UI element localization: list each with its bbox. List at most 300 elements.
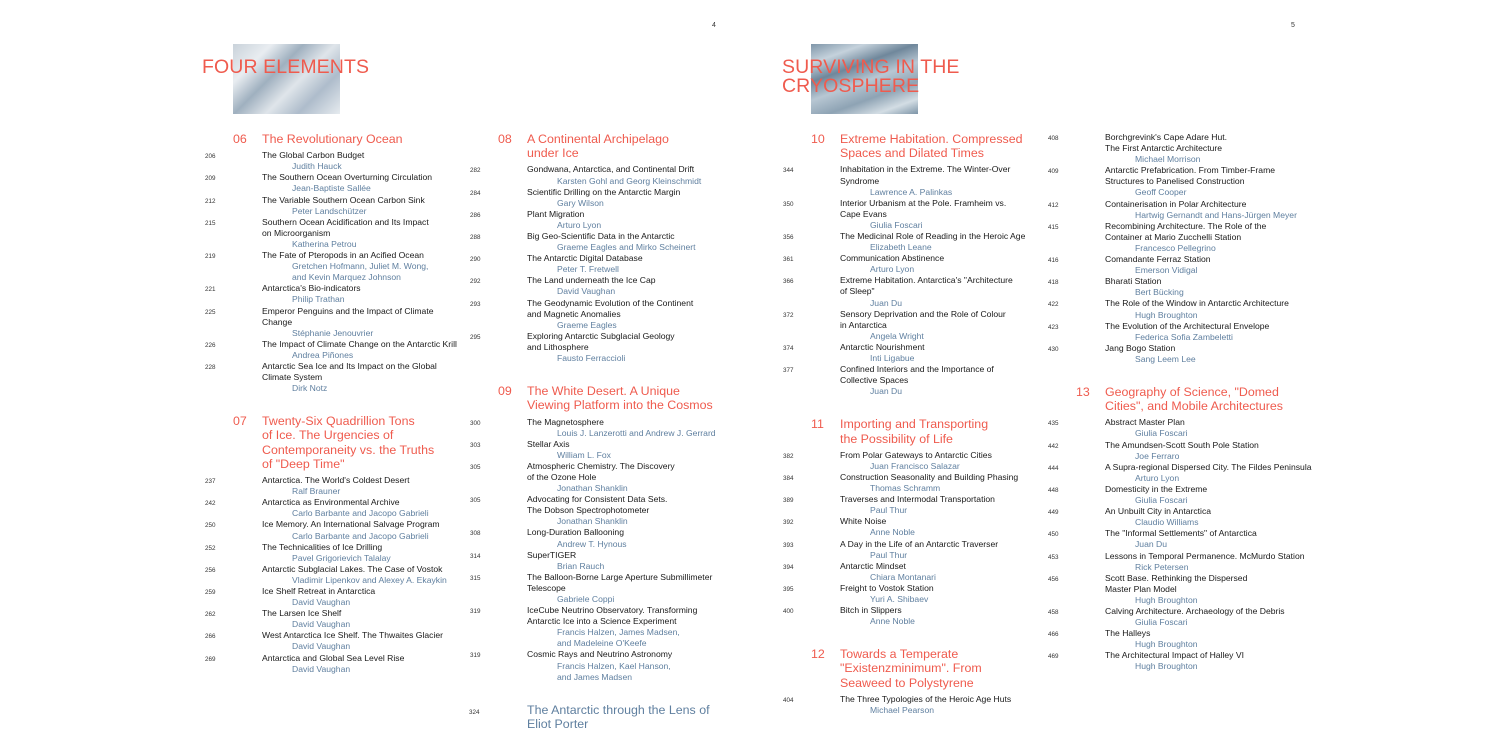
toc-entry[interactable]	[470, 416, 748, 439]
entry-author-line: Inti Ligabue	[870, 353, 915, 363]
entry-author-line: Giulia Foscari	[1135, 428, 1188, 439]
section-title-line: Geography of Science, "Domed	[1105, 384, 1279, 399]
section-heading[interactable]	[811, 132, 1046, 160]
toc-entry[interactable]	[783, 605, 1046, 627]
toc-entry[interactable]	[1048, 198, 1316, 221]
toc-entry[interactable]	[1048, 220, 1316, 254]
section-heading[interactable]	[811, 417, 1046, 445]
entry-title-line: Jang Bogo Station	[1105, 342, 1176, 353]
entry-page-number: 469	[1048, 653, 1059, 661]
entry-title-line: Antarctic Ice into a Science Experiment	[527, 616, 677, 627]
toc-entry[interactable]	[1048, 298, 1316, 320]
section-title-line: Eliot Porter	[527, 716, 589, 731]
entry-title-line: Plant Migration	[527, 208, 585, 219]
entry-title-line: Antarctic Subglacial Lakes. The Case of Vostok	[262, 563, 443, 574]
entry-author-line: Federica Sofia Zambeletti	[1135, 331, 1233, 342]
entry-title-line: Scientific Drilling on the Antarctic Margin	[527, 186, 681, 197]
entry-title-line: Cape Evans	[840, 208, 887, 219]
section-number: 12	[811, 647, 825, 662]
section-number: 08	[498, 132, 512, 146]
toc-entry[interactable]	[470, 494, 748, 527]
toc-entry[interactable]	[205, 172, 473, 194]
entry-title-line: The Larsen Ice Shelf	[262, 608, 342, 619]
section-number: 07	[233, 414, 247, 429]
toc-entry[interactable]	[205, 216, 473, 250]
entry-page-number: 366	[783, 278, 794, 286]
entry-title-line: Antarctica. The World's Coldest Desert	[262, 475, 410, 486]
entry-title-line: The Medicinal Role of Reading in the Heroic Age	[840, 230, 1026, 241]
entry-author-line: Hartwig Gernandt and Hans-Jürgen Meyer	[1135, 209, 1297, 220]
entry-page-number: 374	[783, 344, 794, 352]
toc-entry[interactable]	[1048, 650, 1316, 672]
entry-author-line: Hugh Broughton	[1135, 661, 1198, 672]
right-page-number: 5	[1291, 22, 1295, 29]
entry-title-line: IceCube Neutrino Observatory. Transforming	[527, 605, 698, 616]
entry-author-line: Andrew T. Hynous	[557, 538, 627, 549]
entry-author-line: Joe Ferraro	[1135, 450, 1180, 461]
left-page-number: 4	[712, 22, 716, 29]
toc-entry[interactable]	[1048, 439, 1316, 462]
toc-entry[interactable]	[783, 197, 1046, 231]
section-heading[interactable]	[811, 647, 1046, 690]
entry-author-line: Katherina Petrou	[292, 238, 357, 249]
section-number: 10	[811, 132, 825, 146]
entry-page-number: 466	[1048, 631, 1059, 639]
toc-entry[interactable]	[1048, 165, 1316, 198]
entry-title-line: The Halleys	[1105, 628, 1151, 639]
entry-title-line: Abstract Master Plan	[1105, 417, 1185, 428]
toc-entry[interactable]	[470, 571, 748, 605]
toc-entry[interactable]	[1048, 528, 1316, 550]
toc-entry[interactable]	[205, 305, 473, 339]
entry-title-line: Antarctica's Bio-indicators	[262, 283, 361, 294]
entry-page-number: 361	[783, 256, 794, 264]
entry-page-number: 430	[1048, 345, 1059, 353]
toc-entry[interactable]	[1048, 605, 1316, 628]
entry-author-line: Arturo Lyon	[870, 264, 915, 275]
section-title-line: Cities", and Mobile Architectures	[1105, 399, 1283, 414]
section-title-line: Twenty-Six Quadrillion Tons	[262, 414, 415, 429]
entry-author-line: Anne Noble	[870, 527, 915, 538]
entry-page-number: 286	[470, 211, 481, 219]
section-title-line: of "Deep Time"	[262, 456, 345, 471]
toc-entry[interactable]	[783, 364, 1046, 397]
toc-entry[interactable]	[470, 230, 748, 253]
entry-page-number: 412	[1048, 201, 1059, 209]
entry-title-line: Antarctica as Environmental Archive	[262, 497, 400, 508]
entry-page-number: 404	[783, 696, 794, 704]
entry-title-line: The Geodynamic Evolution of the Continent	[527, 297, 694, 308]
toc-entry[interactable]	[470, 186, 748, 209]
entry-page-number: 418	[1048, 279, 1059, 287]
entry-page-number: 435	[1048, 420, 1059, 428]
entry-page-number: 450	[1048, 531, 1059, 539]
entry-author-line: William L. Fox	[557, 449, 611, 460]
entry-author-line: Lawrence A. Palinkas	[870, 186, 953, 197]
entry-title-line: Container at Mario Zucchelli Station	[1105, 231, 1242, 242]
entry-page-number: 384	[783, 474, 794, 482]
entry-page-number: 292	[470, 278, 481, 286]
entry-page-number: 423	[1048, 323, 1059, 331]
toc-column-1	[205, 132, 473, 675]
entry-author-line: Karsten Gohl and Georg Kleinschmidt	[557, 175, 702, 186]
entry-title-line: Syndrome	[840, 175, 880, 186]
toc-entry[interactable]	[783, 230, 1046, 253]
entry-title-line: and Lithosphere	[527, 341, 589, 352]
entry-page-number: 344	[783, 167, 794, 175]
entry-title-line: From Polar Gateways to Antarctic Cities	[840, 449, 992, 460]
entry-title-line: Antarctic Sea Ice and Its Impact on the Global	[262, 360, 437, 371]
entry-title-line: Traverses and Intermodal Transportation	[840, 494, 995, 505]
entry-page-number: 256	[205, 566, 216, 574]
section-title-line: The White Desert. A Unique	[527, 384, 680, 399]
entry-title-line: Lessons in Temporal Permanence. McMurdo Station	[1105, 550, 1305, 561]
entry-page-number: 422	[1048, 301, 1059, 309]
toc-entry[interactable]	[783, 341, 1046, 364]
section-number: 13	[1076, 384, 1090, 399]
entry-author-line: Vladimir Lipenkov and Alexey A. Ekaykin	[292, 574, 447, 585]
entry-title-line: Exploring Antarctic Subglacial Geology	[527, 330, 675, 341]
entry-title-line: Extreme Habitation. Antarctica's "Architecture	[840, 275, 1013, 286]
entry-title-line: of Sleep"	[840, 286, 875, 297]
entry-page-number: 394	[783, 563, 794, 571]
entry-author-line: Rick Petersen	[1135, 561, 1189, 572]
toc-entry[interactable]	[205, 586, 473, 608]
entry-author-line: Francis Halzen, Kael Hanson,	[557, 660, 671, 671]
toc-entry[interactable]	[205, 194, 473, 217]
entry-author-line: Jonathan Shanklin	[557, 516, 628, 527]
entry-title-line: The Amundsen-Scott South Pole Station	[1105, 439, 1259, 450]
entry-author-line: David Vaughan	[557, 286, 616, 297]
section-title-line: under Ice	[527, 146, 579, 161]
entry-author-line: Ralf Brauner	[292, 486, 341, 497]
entry-author-line: David Vaughan	[292, 663, 351, 674]
entry-page-number: 305	[470, 463, 481, 471]
section-heading[interactable]	[233, 132, 473, 146]
section-title-line: Spaces and Dilated Times	[840, 146, 984, 161]
entry-page-number: 209	[205, 175, 216, 183]
entry-title-line: The Land underneath the Ice Cap	[527, 275, 656, 286]
toc-entry[interactable]	[470, 549, 748, 572]
entry-title-line: Change	[262, 316, 293, 327]
entry-title-line: The Global Carbon Budget	[262, 150, 365, 161]
entry-page-number: 300	[470, 419, 481, 427]
toc-entry[interactable]	[470, 164, 748, 186]
section-title-line: the Possibility of Life	[840, 431, 953, 446]
entry-author-line: Arturo Lyon	[1135, 472, 1180, 483]
entry-author-line: Francesco Pellegrino	[1135, 242, 1216, 253]
entry-author-line: Francis Halzen, James Madsen,	[557, 627, 680, 638]
entry-page-number: 290	[470, 256, 481, 264]
toc-entry[interactable]	[1048, 320, 1316, 343]
toc-entry[interactable]	[1048, 342, 1316, 365]
entry-page-number: 215	[205, 219, 216, 227]
entry-page-number: 259	[205, 589, 216, 597]
entry-page-number: 269	[205, 655, 216, 663]
entry-title-line: Advocating for Consistent Data Sets.	[527, 494, 668, 505]
entry-author-line: Chiara Montanari	[870, 571, 936, 582]
entry-title-line: Containerisation in Polar Architecture	[1105, 198, 1247, 209]
toc-entry[interactable]	[783, 582, 1046, 605]
entry-title-line: The Technicalities of Ice Drilling	[262, 541, 383, 552]
section-gap	[498, 364, 748, 384]
entry-title-line: Bitch in Slippers	[840, 605, 902, 616]
toc-entry[interactable]	[205, 563, 473, 586]
section-title-line: A Continental Archipelago	[527, 132, 669, 146]
entry-title-line: Communication Abstinence	[840, 253, 945, 264]
entry-author-line: Brian Rauch	[557, 560, 605, 571]
entry-title-line: A Supra-regional Dispersed City. The Fildes Peninsula	[1105, 461, 1312, 472]
entry-page-number: 228	[205, 363, 216, 371]
entry-author-line: Gabriele Coppi	[557, 594, 615, 604]
entry-title-line: Confined Interiors and the Importance of	[840, 364, 994, 375]
entry-author-line: Juan Francisco Salazar	[870, 460, 960, 471]
entry-page-number: 409	[1048, 168, 1059, 176]
entry-author-line: Gary Wilson	[557, 197, 604, 208]
toc-entry[interactable]	[783, 538, 1046, 561]
toc-entry[interactable]	[783, 449, 1046, 472]
entry-title-line: The Three Typologies of the Heroic Age Huts	[840, 693, 1012, 704]
entry-author-line: Giulia Foscari	[1135, 495, 1188, 506]
entry-author-line: Angela Wright	[870, 330, 924, 341]
entry-page-number: 372	[783, 311, 794, 319]
entry-page-number: 448	[1048, 486, 1059, 494]
section-gap	[233, 394, 473, 414]
section-heading[interactable]	[498, 132, 748, 160]
entry-title-line: Ice Memory. An International Salvage Program	[262, 519, 440, 530]
entry-title-line: Stellar Axis	[527, 438, 570, 449]
entry-title-line: Cosmic Rays and Neutrino Astronomy	[527, 649, 673, 660]
toc-entry[interactable]	[205, 338, 473, 361]
entry-author-line: Peter T. Fretwell	[557, 264, 619, 275]
entry-author-line: Claudio Williams	[1135, 517, 1199, 528]
entry-author-line: Giulia Foscari	[1135, 617, 1188, 628]
entry-title-line: The Dobson Spectrophotometer	[527, 505, 650, 516]
entry-title-line: Atmospheric Chemistry. The Discovery	[527, 460, 675, 471]
toc-entry[interactable]	[470, 438, 748, 461]
toc-entry[interactable]	[783, 560, 1046, 583]
toc-entry[interactable]	[1048, 483, 1316, 506]
entry-title-line: Antarctic Prefabrication. From Timber-Frame	[1105, 165, 1276, 176]
entry-author-line: Hugh Broughton	[1135, 309, 1198, 320]
toc-entry[interactable]	[783, 308, 1046, 342]
toc-entry[interactable]	[470, 208, 748, 231]
entry-page-number: 252	[205, 544, 216, 552]
toc-entry[interactable]	[205, 283, 473, 305]
entry-author-line: Michael Morrison	[1135, 154, 1201, 165]
entry-title-line: The Variable Southern Ocean Carbon Sink	[262, 194, 425, 205]
entry-page-number: 237	[205, 478, 216, 486]
entry-title-line: Telescope	[527, 582, 566, 593]
entry-author-line: Emerson Vidigal	[1135, 265, 1198, 276]
entry-author-line: Graeme Eagles	[557, 319, 617, 330]
toc-entry[interactable]	[470, 330, 748, 364]
entry-page-number: 226	[205, 341, 216, 349]
entry-author-line: Fausto Ferraccioli	[557, 353, 626, 363]
entry-title-line: The Architectural Impact of Halley VI	[1105, 650, 1244, 661]
section-number: 11	[811, 417, 824, 432]
entry-title-line: The Role of the Window in Antarctic Architecture	[1105, 298, 1289, 309]
toc-entry[interactable]	[783, 164, 1046, 197]
entry-title-line: A Day in the Life of an Antarctic Traverser	[840, 538, 999, 549]
entry-title-line: Master Plan Model	[1105, 583, 1177, 594]
toc-entry[interactable]	[205, 360, 473, 394]
entry-title-line: The Antarctic Digital Database	[527, 253, 643, 264]
entry-page-number: 389	[783, 497, 794, 505]
toc-entry[interactable]	[205, 475, 473, 497]
entry-title-line: SuperTIGER	[527, 549, 577, 560]
toc-entry[interactable]	[1048, 132, 1316, 165]
entry-page-number: 416	[1048, 257, 1059, 265]
entry-page-number: 303	[470, 441, 481, 449]
entry-title-line: Scott Base. Rethinking the Dispersed	[1105, 572, 1248, 583]
toc-entry[interactable]	[205, 250, 473, 283]
entry-page-number: 282	[470, 167, 481, 175]
section-title-line: The Revolutionary Ocean	[262, 132, 403, 146]
entry-author-line: Pavel Grigorievich Talalay	[292, 552, 391, 563]
entry-author-line: David Vaughan	[292, 619, 351, 630]
section-heading[interactable]	[498, 384, 748, 412]
entry-author-line: Peter Landschützer	[292, 205, 367, 216]
toc-entry[interactable]	[783, 693, 1046, 716]
toc-entry[interactable]	[1048, 628, 1316, 650]
toc-entry[interactable]	[205, 519, 473, 541]
toc-entry[interactable]	[205, 150, 473, 172]
entry-title-line: The Southern Ocean Overturning Circulation	[262, 172, 433, 183]
entry-page-number: 319	[470, 652, 481, 660]
toc-entry[interactable]	[470, 460, 748, 494]
entry-page-number: 449	[1048, 509, 1059, 517]
entry-author-line: Jonathan Shanklin	[557, 483, 628, 494]
toc-entry[interactable]	[1048, 417, 1316, 439]
entry-author-line: Juan Du	[1135, 539, 1168, 550]
toc-entry[interactable]	[783, 253, 1046, 275]
entry-author-line: Andrea Piñones	[292, 349, 354, 360]
section-title-line: Importing and Transporting	[840, 417, 989, 432]
entry-title-line: Structures to Panelised Construction	[1105, 176, 1245, 187]
entry-title-line: Sensory Deprivation and the Role of Colour	[840, 308, 1006, 319]
entry-title-line: Borchgrevink's Cape Adare Hut.	[1105, 132, 1228, 142]
entry-author-line: Juan Du	[870, 386, 903, 397]
section-title-line: Seaweed to Polystyrene	[840, 675, 974, 690]
toc-entry[interactable]	[470, 649, 748, 682]
entry-author-line: Hugh Broughton	[1135, 594, 1198, 605]
entry-author-line: Carlo Barbante and Jacopo Gabrieli	[292, 508, 429, 519]
entry-title-line: The Impact of Climate Change on the Antarctic Krill	[262, 338, 457, 349]
toc-entry[interactable]	[783, 275, 1046, 308]
section-page-number: 324	[469, 708, 480, 716]
toc-entry[interactable]	[1048, 276, 1316, 298]
entry-page-number: 400	[783, 608, 794, 616]
entry-title-line: Ice Shelf Retreat in Antarctica	[262, 586, 376, 597]
section-heading[interactable]	[233, 414, 473, 471]
toc-entry[interactable]	[783, 471, 1046, 494]
toc-entry[interactable]	[470, 253, 748, 275]
entry-page-number: 356	[783, 233, 794, 241]
section-title-line: The Antarctic through the Lens of	[527, 702, 710, 717]
entry-author-line: Stéphanie Jenouvrier	[292, 327, 374, 338]
entry-page-number: 444	[1048, 464, 1059, 472]
entry-title-line: Construction Seasonality and Building Phasing	[840, 471, 1019, 482]
toc-column-4	[1048, 132, 1316, 673]
toc-entry[interactable]	[470, 605, 748, 649]
toc-entry[interactable]	[470, 297, 748, 331]
entry-title-line: Bharati Station	[1105, 276, 1162, 287]
entry-title-line: of the Ozone Hole	[527, 471, 597, 482]
entry-title-line: The Balloon-Borne Large Aperture Submillimeter	[527, 571, 713, 582]
entry-title-line: Freight to Vostok Station	[840, 582, 934, 593]
part-title-line: CRYOSPHERE	[782, 74, 920, 97]
part-title-surviving-cryosphere	[782, 58, 960, 95]
section-heading[interactable]	[469, 702, 748, 731]
toc-entry[interactable]	[1048, 254, 1316, 276]
entry-title-line: Recombining Architecture. The Role of the	[1105, 220, 1267, 231]
section-gap	[811, 627, 1046, 647]
toc-entry[interactable]	[1048, 572, 1316, 606]
toc-entry[interactable]	[205, 541, 473, 564]
entry-author-line: David Vaughan	[292, 597, 351, 608]
entry-author-line: Elizabeth Leane	[870, 242, 932, 253]
toc-entry[interactable]	[205, 652, 473, 675]
entry-title-line: Antarctic Nourishment	[840, 341, 925, 352]
entry-page-number: 393	[783, 541, 794, 549]
toc-entry[interactable]	[470, 527, 748, 549]
entry-author-line: and James Madsen	[557, 671, 632, 682]
toc-entry[interactable]	[205, 630, 473, 652]
entry-title-line: Emperor Penguins and the Impact of Climate	[262, 305, 434, 316]
toc-entry[interactable]	[783, 516, 1046, 538]
toc-entry[interactable]	[1048, 461, 1316, 484]
entry-author-line: Arturo Lyon	[557, 219, 602, 230]
entry-title-line: Climate System	[262, 372, 323, 383]
entry-author-line: Jean-Baptiste Sallée	[292, 183, 371, 194]
entry-author-line: Paul Thur	[870, 549, 908, 560]
entry-page-number: 212	[205, 197, 216, 205]
toc-entry[interactable]	[1048, 550, 1316, 573]
part-title-four-elements: FOUR ELEMENTS	[202, 56, 370, 78]
entry-page-number: 206	[205, 153, 216, 161]
entry-title-line: The First Antarctic Architecture	[1105, 143, 1223, 154]
section-title-line: Contemporaneity vs. the Truths	[262, 442, 435, 457]
entry-page-number: 219	[205, 253, 216, 261]
section-heading[interactable]	[1076, 385, 1316, 413]
entry-page-number: 382	[783, 452, 794, 460]
entry-title-line: in Antarctica	[840, 319, 887, 330]
entry-author-line: Philip Trathan	[292, 294, 345, 305]
entry-page-number: 305	[470, 497, 481, 505]
entry-page-number: 392	[783, 519, 794, 527]
entry-page-number: 266	[205, 633, 216, 641]
entry-author-line: Louis J. Lanzerotti and Andrew J. Gerrard	[557, 427, 716, 438]
toc-entry[interactable]	[205, 497, 473, 519]
entry-author-line: David Vaughan	[292, 641, 351, 652]
entry-title-line: Domesticity in the Extreme	[1105, 483, 1208, 494]
entry-title-line: The Fate of Pteropods in an Acified Ocean	[262, 250, 424, 261]
toc-entry[interactable]	[1048, 506, 1316, 528]
section-gap	[1076, 365, 1316, 385]
section-title-line: "Existenzminimum". From	[840, 661, 982, 676]
toc-entry[interactable]	[205, 608, 473, 630]
toc-entry[interactable]	[783, 494, 1046, 516]
entry-page-number: 242	[205, 500, 216, 508]
entry-page-number: 395	[783, 585, 794, 593]
section-title-line: Towards a Temperate	[840, 647, 959, 662]
toc-entry[interactable]	[470, 275, 748, 297]
section-title-line: of Ice. The Urgencies of	[262, 428, 394, 443]
entry-author-line: and Kevin Marquez Johnson	[292, 272, 401, 283]
entry-author-line: Geoff Cooper	[1135, 187, 1187, 198]
toc-column-3	[783, 132, 1046, 716]
